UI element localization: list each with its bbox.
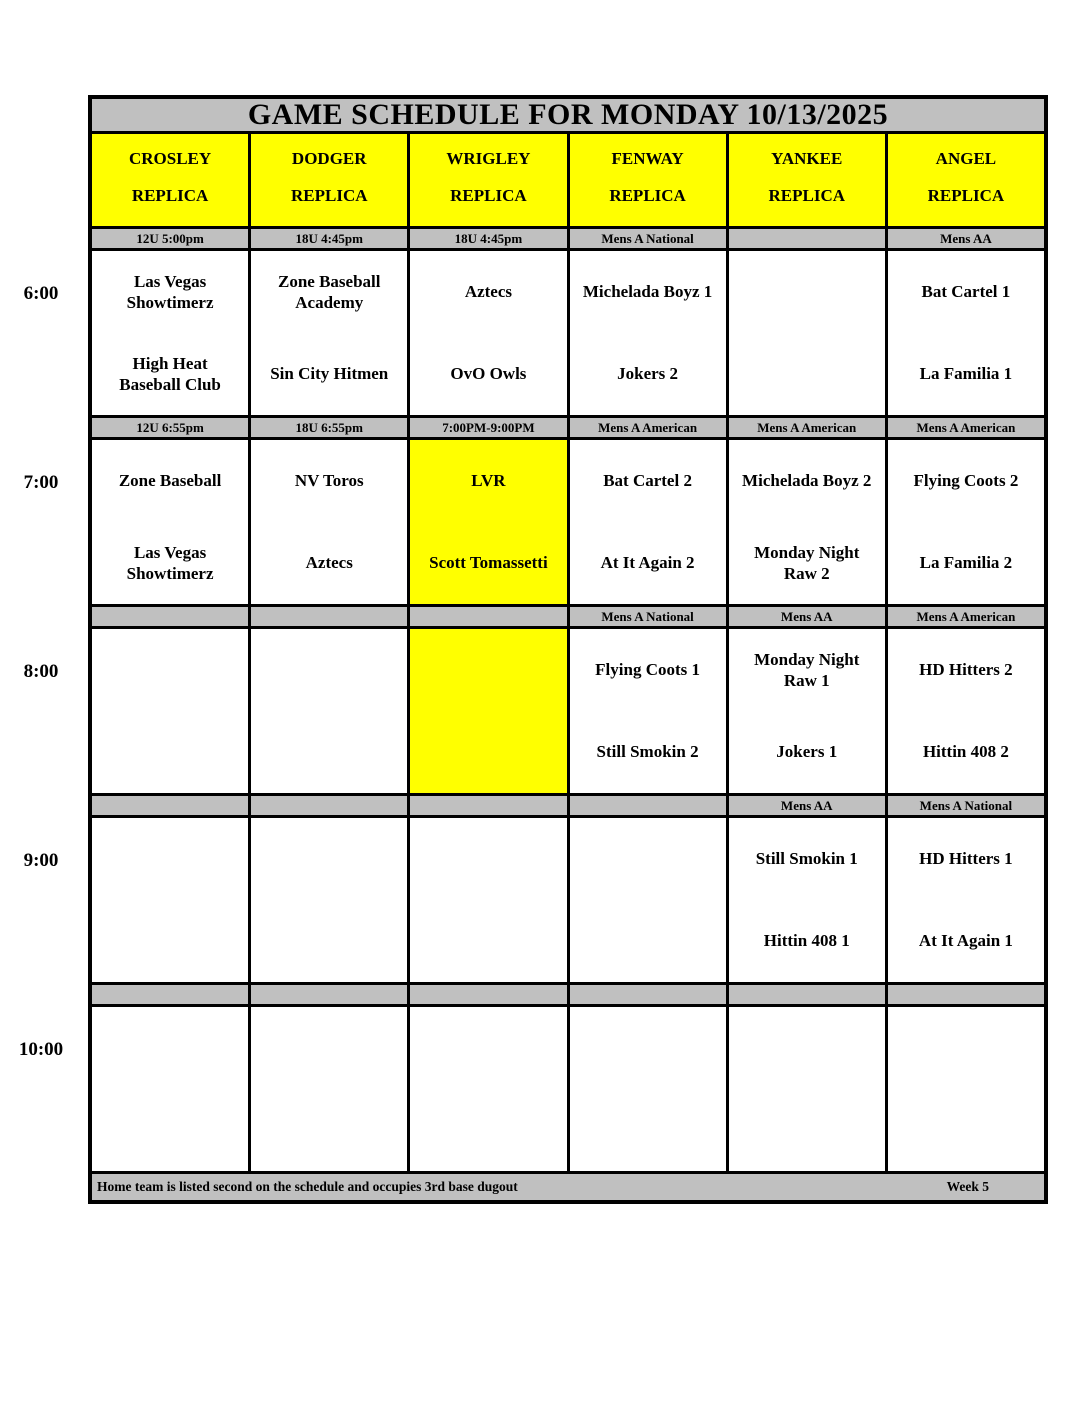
away-team: Bat Cartel 1 (921, 282, 1011, 302)
away-team (729, 1007, 885, 1089)
division-label (888, 985, 1044, 1004)
division-label (570, 796, 726, 815)
game-cell (888, 440, 1044, 604)
division-label: Mens AA (729, 607, 885, 626)
game-cell (92, 818, 248, 982)
field-subname: REPLICA (290, 186, 368, 205)
away-team: Flying Coots 1 (595, 660, 700, 680)
division-label: Mens A National (570, 607, 726, 626)
field-name: DODGER (291, 149, 367, 168)
game-cell (729, 629, 885, 793)
division-label (92, 607, 248, 626)
away-team: Michelada Boyz 1 (582, 282, 713, 302)
schedule-title: GAME SCHEDULE FOR MONDAY 10/13/2025 (92, 99, 1044, 131)
time-label-8: 8:00 (23, 661, 59, 682)
home-team (729, 1089, 885, 1171)
away-team (410, 1007, 566, 1089)
home-team: Still Smokin 2 (596, 742, 699, 762)
away-team (92, 818, 248, 900)
field-subname: REPLICA (131, 186, 209, 205)
home-team (888, 1089, 1044, 1171)
game-cell (410, 251, 566, 415)
game-cell (729, 440, 885, 604)
field-header-yankee (729, 134, 885, 226)
away-team: Still Smokin 1 (755, 849, 858, 869)
game-cell (251, 440, 407, 604)
game-cell (92, 629, 248, 793)
away-team: Zone Baseball Academy (277, 271, 381, 312)
time-label-9: 9:00 (23, 850, 59, 871)
division-label (570, 985, 726, 1004)
home-team (251, 1089, 407, 1171)
home-team: Hittin 408 1 (763, 931, 850, 951)
division-label (410, 985, 566, 1004)
time-label-6: 6:00 (23, 283, 59, 304)
time-label-10: 10:00 (18, 1039, 64, 1060)
away-team: HD Hitters 2 (919, 660, 1013, 680)
field-name: CROSLEY (128, 149, 212, 168)
away-team: Michelada Boyz 2 (742, 471, 872, 491)
division-label: Mens A American (888, 418, 1044, 437)
home-team (410, 900, 566, 982)
away-team: Monday Night Raw 1 (754, 649, 860, 690)
game-cell (410, 629, 566, 793)
game-cell (570, 440, 726, 604)
division-label: 18U 4:45pm (410, 229, 566, 248)
game-cell (570, 251, 726, 415)
division-label: 18U 6:55pm (251, 418, 407, 437)
game-cell (729, 818, 885, 982)
home-team: Jokers 1 (776, 742, 838, 762)
field-header-wrigley (410, 134, 566, 226)
game-cell (92, 251, 248, 415)
game-cell (410, 440, 566, 604)
game-cell (251, 818, 407, 982)
game-cell (251, 1007, 407, 1171)
away-team (251, 818, 407, 900)
field-name: FENWAY (611, 149, 684, 168)
home-team (251, 711, 407, 793)
division-label (251, 985, 407, 1004)
home-team: Sin City Hitmen (270, 364, 389, 384)
field-name: ANGEL (935, 149, 997, 168)
division-label: Mens A American (888, 607, 1044, 626)
week-label: Week 5 (946, 1179, 989, 1194)
division-label (410, 796, 566, 815)
home-team (92, 711, 248, 793)
game-cell (92, 440, 248, 604)
field-header-crosley (92, 134, 248, 226)
away-team (92, 629, 248, 711)
away-team: HD Hitters 1 (919, 849, 1013, 869)
home-team (410, 711, 566, 793)
field-name: WRIGLEY (446, 149, 531, 168)
away-team (570, 1007, 726, 1089)
away-team: Zone Baseball (118, 471, 222, 491)
away-team (92, 1007, 248, 1089)
home-team: Hittin 408 2 (922, 742, 1009, 762)
home-team (570, 1089, 726, 1171)
game-cell (410, 1007, 566, 1171)
home-team (92, 900, 248, 982)
home-team: Scott Tomassetti (429, 553, 548, 573)
time-label-7: 7:00 (23, 472, 59, 493)
game-cell (888, 1007, 1044, 1171)
home-team (251, 900, 407, 982)
field-name: YANKEE (771, 149, 843, 168)
home-team: La Familia 1 (919, 364, 1013, 384)
away-team (410, 818, 566, 900)
field-header-dodger (251, 134, 407, 226)
field-header-fenway (570, 134, 726, 226)
division-label (251, 796, 407, 815)
division-label: 7:00PM-9:00PM (410, 418, 566, 437)
field-subname: REPLICA (609, 186, 686, 205)
game-cell (888, 818, 1044, 982)
division-label (729, 985, 885, 1004)
game-cell (570, 818, 726, 982)
field-subname: REPLICA (450, 186, 527, 205)
division-label: 12U 5:00pm (92, 229, 248, 248)
away-team: Aztecs (464, 282, 513, 302)
division-label (92, 985, 248, 1004)
division-label: Mens AA (888, 229, 1044, 248)
away-team (570, 818, 726, 900)
home-team: Monday Night Raw 2 (754, 542, 860, 583)
division-label: Mens A National (888, 796, 1044, 815)
division-label (410, 607, 566, 626)
division-label (92, 796, 248, 815)
game-cell (729, 251, 885, 415)
footer-bar (92, 1174, 1044, 1200)
home-team: At It Again 2 (600, 553, 695, 573)
home-team: High Heat Baseball Club (119, 353, 221, 394)
division-label: 18U 4:45pm (251, 229, 407, 248)
away-team: LVR (471, 471, 506, 491)
schedule-table (88, 95, 1048, 1204)
division-label: Mens A American (570, 418, 726, 437)
game-cell (251, 251, 407, 415)
field-subname: REPLICA (927, 186, 1005, 205)
game-cell (570, 1007, 726, 1171)
division-label (729, 229, 885, 248)
division-label: 12U 6:55pm (92, 418, 248, 437)
away-team (729, 251, 885, 333)
home-team: Las Vegas Showtimerz (126, 542, 214, 583)
division-label: Mens A American (729, 418, 885, 437)
home-team: OvO Owls (450, 364, 527, 384)
field-header-angel (888, 134, 1044, 226)
home-team: Aztecs (305, 553, 353, 573)
game-cell (251, 629, 407, 793)
footer-note: Home team is listed second on the schedule and occupies 3rd base dugout (97, 1179, 518, 1194)
home-team: At It Again 1 (918, 931, 1013, 951)
home-team: Jokers 2 (617, 364, 679, 384)
away-team: NV Toros (294, 471, 364, 491)
away-team: Bat Cartel 2 (603, 471, 692, 491)
game-cell (570, 629, 726, 793)
division-label: Mens AA (729, 796, 885, 815)
away-team (410, 629, 566, 711)
home-team: La Familia 2 (919, 553, 1013, 573)
game-cell (888, 629, 1044, 793)
game-cell (888, 251, 1044, 415)
away-team: Flying Coots 2 (913, 471, 1019, 491)
game-cell (92, 1007, 248, 1171)
away-team (888, 1007, 1044, 1089)
away-team (251, 1007, 407, 1089)
home-team (729, 333, 885, 415)
field-subname: REPLICA (768, 186, 845, 205)
division-label: Mens A National (570, 229, 726, 248)
division-label (251, 607, 407, 626)
away-team: Las Vegas Showtimerz (126, 271, 214, 312)
game-cell (729, 1007, 885, 1171)
home-team (570, 900, 726, 982)
home-team (410, 1089, 566, 1171)
game-cell (410, 818, 566, 982)
home-team (92, 1089, 248, 1171)
away-team (251, 629, 407, 711)
